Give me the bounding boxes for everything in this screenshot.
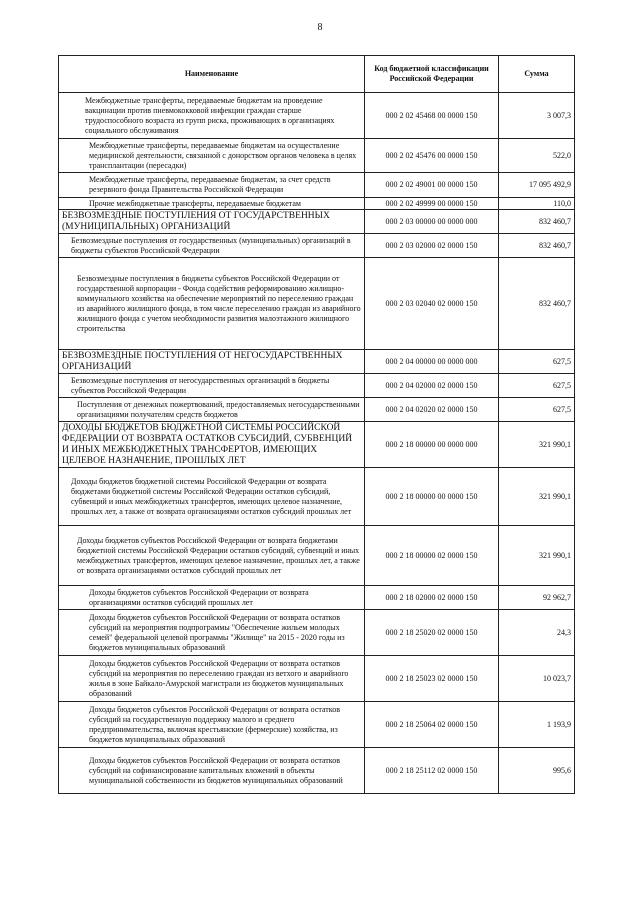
- row-code: 000 2 18 00000 02 0000 150: [365, 526, 499, 586]
- table-row: [59, 93, 575, 139]
- row-name: Доходы бюджетов субъектов Российской Федерации от возврата бюджетами бюджетной системы Российской Федерации остатков субсидий, субвенций и иных межбюджетных трансфертов, имеющих целевое назначение, прошлых лет, а также от возврата организациями остатков субсидий прошлых лет: [59, 526, 365, 586]
- row-sum: 522,0: [499, 139, 575, 173]
- row-code: 000 2 03 00000 00 0000 000: [365, 210, 499, 234]
- table-header-row: [59, 56, 575, 93]
- row-sum: 17 095 492,9: [499, 173, 575, 198]
- row-sum: 627,5: [499, 350, 575, 374]
- row-code: 000 2 02 49001 00 0000 150: [365, 173, 499, 198]
- row-sum: 832 460,7: [499, 234, 575, 258]
- row-name: ДОХОДЫ БЮДЖЕТОВ БЮДЖЕТНОЙ СИСТЕМЫ РОССИЙСКОЙ ФЕДЕРАЦИИ ОТ ВОЗВРАТА ОСТАТКОВ СУБСИДИЙ, СУБВЕНЦИЙ И ИНЫХ МЕЖБЮДЖЕТНЫХ ТРАНСФЕРТОВ, ИМЕЮЩИХ ЦЕЛЕВОЕ НАЗНАЧЕНИЕ, ПРОШЛЫХ ЛЕТ: [59, 422, 365, 468]
- row-code: 000 2 18 02000 02 0000 150: [365, 586, 499, 610]
- table-row: [59, 198, 575, 210]
- table-row: [59, 610, 575, 656]
- table-row: [59, 748, 575, 794]
- table-row: [59, 139, 575, 173]
- row-name: Безвозмездные поступления от негосударственных организаций в бюджеты субъектов Российской Федерации: [59, 374, 365, 398]
- row-name: Доходы бюджетов субъектов Российской Федерации от возврата остатков субсидий на государственную поддержку малого и среднего предпринимательства, включая крестьянские (фермерские) хозяйства, из бюджетов муниципальных образований: [59, 702, 365, 748]
- table-row: [59, 702, 575, 748]
- row-name: Поступления от денежных пожертвований, предоставляемых негосударственными организациями получателям средств бюджетов: [59, 398, 365, 422]
- table-row: [59, 173, 575, 198]
- row-name: БЕЗВОЗМЕЗДНЫЕ ПОСТУПЛЕНИЯ ОТ ГОСУДАРСТВЕННЫХ (МУНИЦИПАЛЬНЫХ) ОРГАНИЗАЦИЙ: [59, 210, 365, 234]
- row-code: 000 2 18 25112 02 0000 150: [365, 748, 499, 794]
- row-name: Доходы бюджетов субъектов Российской Федерации от возврата остатков субсидий на мероприятия по переселению граждан из ветхого и аварийного жилья в зоне Байкало-Амурской магистрали из бюджетов муниципальных образований: [59, 656, 365, 702]
- page-number: 8: [317, 22, 323, 33]
- row-name: Межбюджетные трансферты, передаваемые бюджетам на проведение вакцинации против пневмококковой инфекции граждан старше трудоспособного возраста из групп риска, проживающих в организациях социального обслуживания: [59, 93, 365, 139]
- row-sum: 3 007,3: [499, 93, 575, 139]
- table-row: [59, 398, 575, 422]
- row-name: Межбюджетные трансферты, передаваемые бюджетам, за счет средств резервного фонда Правительства Российской Федерации: [59, 173, 365, 198]
- row-code: 000 2 02 45476 00 0000 150: [365, 139, 499, 173]
- table-row: [59, 422, 575, 468]
- row-sum: 321 990,1: [499, 422, 575, 468]
- row-sum: 321 990,1: [499, 468, 575, 526]
- row-code: 000 2 04 02000 02 0000 150: [365, 374, 499, 398]
- row-name: Межбюджетные трансферты, передаваемые бюджетам на осуществление медицинской деятельности, связанной с донорством органов человека в целях трансплантации (пересадки): [59, 139, 365, 173]
- row-name: БЕЗВОЗМЕЗДНЫЕ ПОСТУПЛЕНИЯ ОТ НЕГОСУДАРСТВЕННЫХ ОРГАНИЗАЦИЙ: [59, 350, 365, 374]
- row-sum: 627,5: [499, 374, 575, 398]
- row-code: 000 2 18 00000 00 0000 000: [365, 422, 499, 468]
- row-code: 000 2 02 49999 00 0000 150: [365, 198, 499, 210]
- budget-table: [58, 55, 575, 794]
- row-name: Доходы бюджетов субъектов Российской Федерации от возврата остатков субсидий на мероприятия подпрограммы "Обеспечение жильем молодых семей" федеральной целевой программы "Жилище" на 2015 - 2020 годы из бюджетов муниципальных образований: [59, 610, 365, 656]
- table-row: [59, 234, 575, 258]
- table-row: [59, 468, 575, 526]
- table-row: [59, 210, 575, 234]
- row-name: Доходы бюджетов бюджетной системы Российской Федерации от возврата бюджетами бюджетной системы Российской Федерации остатков субсидий, субвенций и иных межбюджетных трансфертов, имеющих целевое назначение, прошлых лет, а также от возврата организациями остатков субсидий прошлых лет: [59, 468, 365, 526]
- row-sum: 92 962,7: [499, 586, 575, 610]
- row-name: Безвозмездные поступления в бюджеты субъектов Российской Федерации от государственной корпорации - Фонда содействия реформированию жилищно-коммунального хозяйства на обеспечение мероприятий по переселению граждан из аварийного жилищного фонда, в том числе переселению граждан из аварийного жилищного фонда с учетом необходимости развития малоэтажного жилищного строительства: [59, 258, 365, 350]
- row-code: 000 2 18 25020 02 0000 150: [365, 610, 499, 656]
- row-sum: 832 460,7: [499, 210, 575, 234]
- row-sum: 995,6: [499, 748, 575, 794]
- header-name: Наименование: [59, 56, 365, 93]
- row-sum: 321 990,1: [499, 526, 575, 586]
- row-code: 000 2 03 02000 02 0000 150: [365, 234, 499, 258]
- row-code: 000 2 04 00000 00 0000 000: [365, 350, 499, 374]
- row-sum: 832 460,7: [499, 258, 575, 350]
- row-sum: 24,3: [499, 610, 575, 656]
- table-row: [59, 586, 575, 610]
- row-sum: 1 193,9: [499, 702, 575, 748]
- table-row: [59, 258, 575, 350]
- table-row: [59, 374, 575, 398]
- row-code: 000 2 18 25064 02 0000 150: [365, 702, 499, 748]
- table-row: [59, 350, 575, 374]
- row-code: 000 2 02 45468 00 0000 150: [365, 93, 499, 139]
- row-code: 000 2 04 02020 02 0000 150: [365, 398, 499, 422]
- table-row: [59, 656, 575, 702]
- table-row: [59, 526, 575, 586]
- row-sum: 627,5: [499, 398, 575, 422]
- row-name: Прочие межбюджетные трансферты, передаваемые бюджетам: [59, 198, 365, 210]
- row-name: Безвозмездные поступления от государственных (муниципальных) организаций в бюджеты субъектов Российской Федерации: [59, 234, 365, 258]
- row-code: 000 2 18 25023 02 0000 150: [365, 656, 499, 702]
- header-sum: Сумма: [499, 56, 575, 93]
- row-name: Доходы бюджетов субъектов Российской Федерации от возврата организациями остатков субсидий прошлых лет: [59, 586, 365, 610]
- row-sum: 110,0: [499, 198, 575, 210]
- row-code: 000 2 18 00000 00 0000 150: [365, 468, 499, 526]
- row-name: Доходы бюджетов субъектов Российской Федерации от возврата остатков субсидий на софинансирование капитальных вложений в объекты муниципальной собственности из бюджетов муниципальных образований: [59, 748, 365, 794]
- row-sum: 10 023,7: [499, 656, 575, 702]
- row-code: 000 2 03 02040 02 0000 150: [365, 258, 499, 350]
- header-code: Код бюджетной классификации Российской Федерации: [365, 56, 499, 93]
